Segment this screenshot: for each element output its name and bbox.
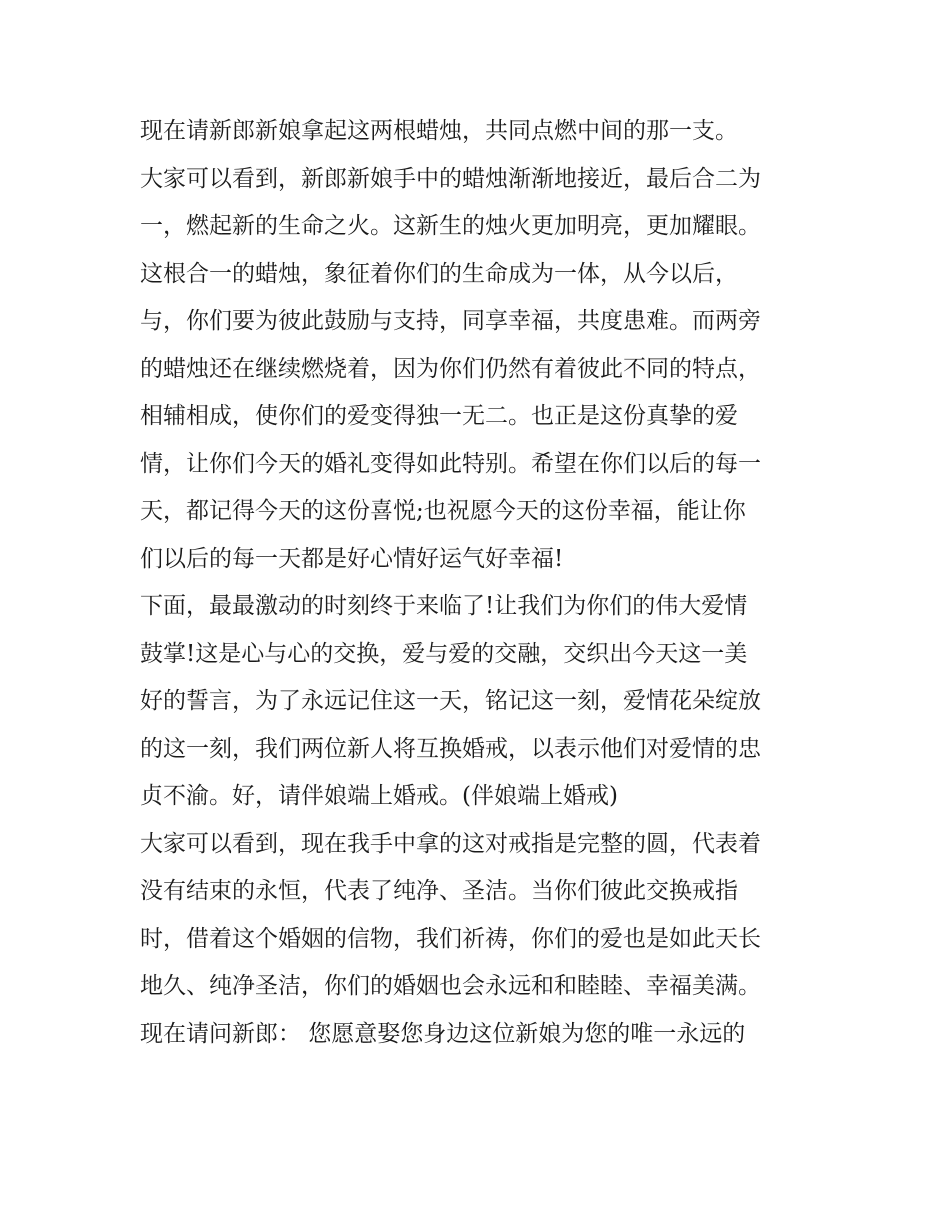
text-line: 的蜡烛还在继续燃烧着，因为你们仍然有着彼此不同的特点， (140, 355, 761, 382)
text-line: 没有结束的永恒，代表了纯净、圣洁。当你们彼此交换戒指 (140, 878, 738, 904)
text-line: 相辅相成，使你们的爱变得独一无二。也正是这份真挚的爱 (140, 403, 738, 429)
text-line: 好的誓言，为了永远记住这一天，铭记这一刻，爱情花朵绽放 (140, 688, 761, 714)
text-line: 一，燃起新的生命之火。这新生的烛火更加明亮，更加耀眼。 (140, 213, 761, 239)
text-line: 们以后的每一天都是好心情好运气好幸福! (140, 545, 564, 572)
text-line: 现在请问新郎： 您愿意娶您身边这位新娘为您的唯一永远的 (140, 1020, 746, 1047)
text-line: 现在请新郎新娘拿起这两根蜡烛，共同点燃中间的那一支。 (140, 118, 738, 144)
text-line: 的这一刻，我们两位新人将互换婚戒，以表示他们对爱情的忠 (140, 735, 761, 762)
text-line: 这根合一的蜡烛，象征着你们的生命成为一体，从今以后， (140, 260, 738, 287)
text-line: 大家可以看到，现在我手中拿的这对戒指是完整的圆，代表着 (140, 830, 761, 857)
text-line: 与，你们要为彼此鼓励与支持，同享幸福，共度患难。而两旁 (140, 308, 761, 334)
text-line: 天，都记得今天的这份喜悦;也祝愿今天的这份幸福，能让你 (140, 498, 746, 524)
document-body-text (140, 108, 820, 1058)
text-line: 大家可以看到，新郎新娘手中的蜡烛渐渐地接近，最后合二为 (140, 165, 761, 192)
text-line: 鼓掌!这是心与心的交换，爱与爱的交融，交织出今天这一美 (140, 640, 748, 667)
text-line: 时，借着这个婚姻的信物，我们祈祷，你们的爱也是如此天长 (140, 925, 761, 952)
text-line: 下面，最最激动的时刻终于来临了!让我们为你们的伟大爱情 (140, 593, 748, 619)
text-line: 贞不渝。好，请伴娘端上婚戒。(伴娘端上婚戒) (140, 783, 618, 809)
text-line: 地久、纯净圣洁，你们的婚姻也会永远和和睦睦、幸福美满。 (140, 973, 761, 999)
text-line: 情，让你们今天的婚礼变得如此特别。希望在你们以后的每一 (140, 450, 761, 477)
